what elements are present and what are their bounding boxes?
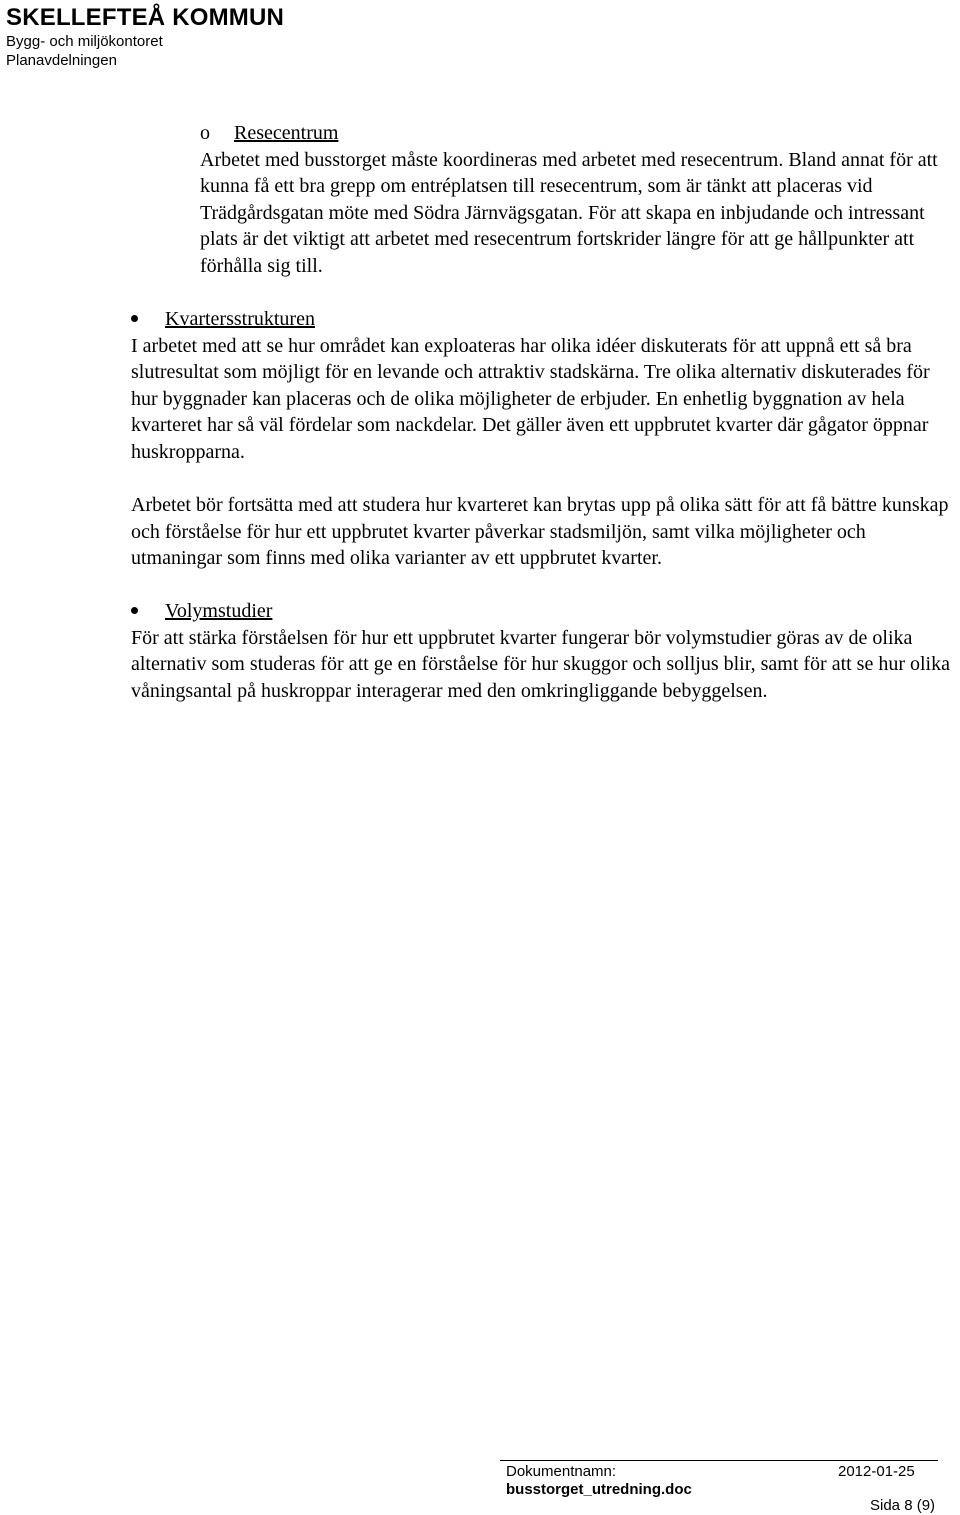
section-heading: Volymstudier xyxy=(165,600,273,622)
footer-divider xyxy=(500,1460,938,1461)
page-header xyxy=(6,4,284,70)
organization-name: SKELLEFTEÅ KOMMUN xyxy=(6,4,285,31)
document-filename: busstorget_utredning.doc xyxy=(506,1481,692,1498)
section-paragraph: Arbetet bör fortsätta med att studera hur kvarteret kan brytas upp på olika sätt för att få bättre kunskap och förståelse för hur ett uppbrutet kvarter påverkar stadsmiljön, samt vilka möjligheter och utmaningar som finns med olika varianter av ett uppbrutet kvarter. xyxy=(131,494,949,569)
bullet-icon xyxy=(131,607,138,614)
section-paragraph: Arbetet med busstorget måste koordineras med arbetet med resecentrum. Bland annat för att kunna få ett bra grepp om entréplatsen till resecentrum, som är tänkt att placeras vid Trädgårdsgatan möte med Södra Järnvägsgatan. För att skapa en inbjudande och intressant plats är det viktigt att arbetet med resecentrum fortskrider längre för att ge hållpunkter att förhålla sig till. xyxy=(200,148,938,277)
list-marker-circle: o xyxy=(200,122,210,144)
bullet-icon xyxy=(131,315,138,322)
department-name: Bygg- och miljökontoret xyxy=(6,33,163,50)
section-heading: Kvartersstrukturen xyxy=(165,308,315,330)
section-paragraph: För att stärka förståelsen för hur ett uppbrutet kvarter fungerar bör volymstudier göras av de olika alternativ som studeras för att ge en förståelse för hur skuggor och solljus blir, samt för att se hur olika våningsantal på huskroppar interagerar med den omkringliggande bebyggelsen. xyxy=(131,626,950,702)
document-name-label: Dokumentnamn: xyxy=(506,1463,617,1480)
division-name: Planavdelningen xyxy=(6,52,117,69)
page-number: Sida 8 (9) xyxy=(870,1497,936,1514)
section-paragraph: I arbetet med att se hur området kan exploateras har olika idéer diskuterats för att uppnå ett så bra slutresultat som möjligt för en levande och attraktiv stadskärna. Tre olika alternativ diskuterades för hur byggnader kan placeras och de olika möjligheter de erbjuder. En enhetlig byggnation av hela kvarteret har så väl fördelar som nackdelar. Det gäller även ett uppbrutet kvarter där gågator öppnar huskropparna. xyxy=(131,334,930,463)
document-date: 2012-01-25 xyxy=(838,1463,915,1480)
section-heading: Resecentrum xyxy=(234,122,339,144)
